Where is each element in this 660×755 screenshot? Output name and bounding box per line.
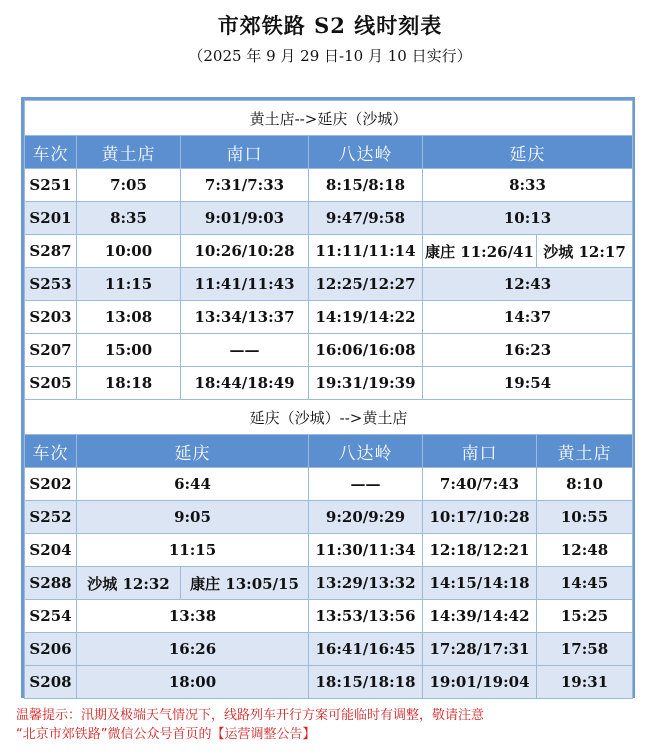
header-huangtudian: 黄土店 (77, 136, 181, 169)
time-badaling: 9:20/9:29 (309, 501, 423, 534)
timetable (24, 100, 633, 699)
table-row (25, 169, 633, 202)
effective-date-subtitle: （2025 年 9 月 29 日-10 月 10 日实行） (188, 47, 472, 65)
time-yanqing: 11:15 (77, 534, 309, 567)
direction-row-return (25, 400, 633, 435)
train-number: S206 (25, 633, 77, 666)
train-number: S251 (25, 169, 77, 202)
table-row (25, 666, 633, 699)
table-row (25, 334, 633, 367)
table-row (25, 600, 633, 633)
header-yanqing: 延庆 (77, 435, 309, 468)
time-huangtudian: 11:15 (77, 268, 181, 301)
time-yanqing: 19:54 (423, 367, 633, 400)
time-huangtudian: 10:55 (537, 501, 633, 534)
time-shacheng: 沙城 12:17 (537, 235, 633, 268)
header-train: 车次 (25, 136, 77, 169)
header-train: 车次 (25, 435, 77, 468)
table-row (25, 633, 633, 666)
time-nankou: 19:01/19:04 (423, 666, 537, 699)
table-row (25, 468, 633, 501)
train-number: S252 (25, 501, 77, 534)
direction-label: 黄土店-->延庆（沙城） (25, 101, 633, 136)
table-row (25, 567, 633, 600)
table-row (25, 202, 633, 235)
time-badaling: 18:15/18:18 (309, 666, 423, 699)
time-huangtudian: 8:10 (537, 468, 633, 501)
direction-row-outbound (25, 101, 633, 136)
time-huangtudian: 12:48 (537, 534, 633, 567)
time-kangzhuang: 康庄 13:05/15 (181, 567, 309, 600)
header-nankou: 南口 (181, 136, 309, 169)
train-number: S208 (25, 666, 77, 699)
table-row (25, 268, 633, 301)
time-badaling: 19:31/19:39 (309, 367, 423, 400)
train-number: S201 (25, 202, 77, 235)
time-nankou: 14:15/14:18 (423, 567, 537, 600)
table-row (25, 534, 633, 567)
time-yanqing: 16:26 (77, 633, 309, 666)
time-nankou: 14:39/14:42 (423, 600, 537, 633)
header-row-outbound (25, 136, 633, 169)
notice-line-2: “北京市郊铁路”微信公众号首页的【运营调整公告】 (16, 727, 316, 742)
time-yanqing: 9:05 (77, 501, 309, 534)
time-nankou: 10:26/10:28 (181, 235, 309, 268)
time-badaling: 11:11/11:14 (309, 235, 423, 268)
table-row (25, 235, 633, 268)
time-nankou: 9:01/9:03 (181, 202, 309, 235)
time-badaling: 13:53/13:56 (309, 600, 423, 633)
time-badaling: 14:19/14:22 (309, 301, 423, 334)
train-number: S253 (25, 268, 77, 301)
header-yanqing: 延庆 (423, 136, 633, 169)
time-huangtudian: 19:31 (537, 666, 633, 699)
time-badaling: 12:25/12:27 (309, 268, 423, 301)
time-yanqing: 14:37 (423, 301, 633, 334)
time-yanqing: 16:23 (423, 334, 633, 367)
time-yanqing: 6:44 (77, 468, 309, 501)
time-nankou: 12:18/12:21 (423, 534, 537, 567)
direction-label: 延庆（沙城）-->黄土店 (25, 400, 633, 435)
time-yanqing: 8:33 (423, 169, 633, 202)
time-huangtudian: 8:35 (77, 202, 181, 235)
time-badaling: 13:29/13:32 (309, 567, 423, 600)
time-badaling: —— (309, 468, 423, 501)
time-badaling: 11:30/11:34 (309, 534, 423, 567)
train-number: S288 (25, 567, 77, 600)
time-nankou: 18:44/18:49 (181, 367, 309, 400)
time-yanqing: 12:43 (423, 268, 633, 301)
time-huangtudian: 15:00 (77, 334, 181, 367)
header-row-return (25, 435, 633, 468)
time-huangtudian: 13:08 (77, 301, 181, 334)
train-number: S202 (25, 468, 77, 501)
time-shacheng: 沙城 12:32 (77, 567, 181, 600)
time-huangtudian: 18:18 (77, 367, 181, 400)
time-huangtudian: 10:00 (77, 235, 181, 268)
time-huangtudian: 15:25 (537, 600, 633, 633)
header-badaling: 八达岭 (309, 435, 423, 468)
time-badaling: 16:41/16:45 (309, 633, 423, 666)
train-number: S287 (25, 235, 77, 268)
time-huangtudian: 14:45 (537, 567, 633, 600)
time-nankou: 7:40/7:43 (423, 468, 537, 501)
page-title: 市郊铁路 S2 线时刻表 (217, 13, 443, 38)
time-badaling: 9:47/9:58 (309, 202, 423, 235)
train-number: S203 (25, 301, 77, 334)
table-row (25, 301, 633, 334)
time-yanqing: 18:00 (77, 666, 309, 699)
time-nankou: 13:34/13:37 (181, 301, 309, 334)
time-huangtudian: 17:58 (537, 633, 633, 666)
header-huangtudian: 黄土店 (537, 435, 633, 468)
time-nankou: 10:17/10:28 (423, 501, 537, 534)
train-number: S254 (25, 600, 77, 633)
time-badaling: 16:06/16:08 (309, 334, 423, 367)
train-number: S204 (25, 534, 77, 567)
time-badaling: 8:15/8:18 (309, 169, 423, 202)
table-row (25, 367, 633, 400)
header-nankou: 南口 (423, 435, 537, 468)
time-nankou: —— (181, 334, 309, 367)
notice-line-1: 温馨提示：汛期及极端天气情况下，线路列车开行方案可能临时有调整，敬请注意 (16, 708, 485, 723)
train-number: S207 (25, 334, 77, 367)
time-nankou: 17:28/17:31 (423, 633, 537, 666)
service-notice (16, 706, 646, 744)
time-kangzhuang: 康庄 11:26/41 (423, 235, 537, 268)
time-nankou: 7:31/7:33 (181, 169, 309, 202)
header-badaling: 八达岭 (309, 136, 423, 169)
table-row (25, 501, 633, 534)
time-yanqing: 10:13 (423, 202, 633, 235)
train-number: S205 (25, 367, 77, 400)
time-yanqing: 13:38 (77, 600, 309, 633)
time-nankou: 11:41/11:43 (181, 268, 309, 301)
time-huangtudian: 7:05 (77, 169, 181, 202)
